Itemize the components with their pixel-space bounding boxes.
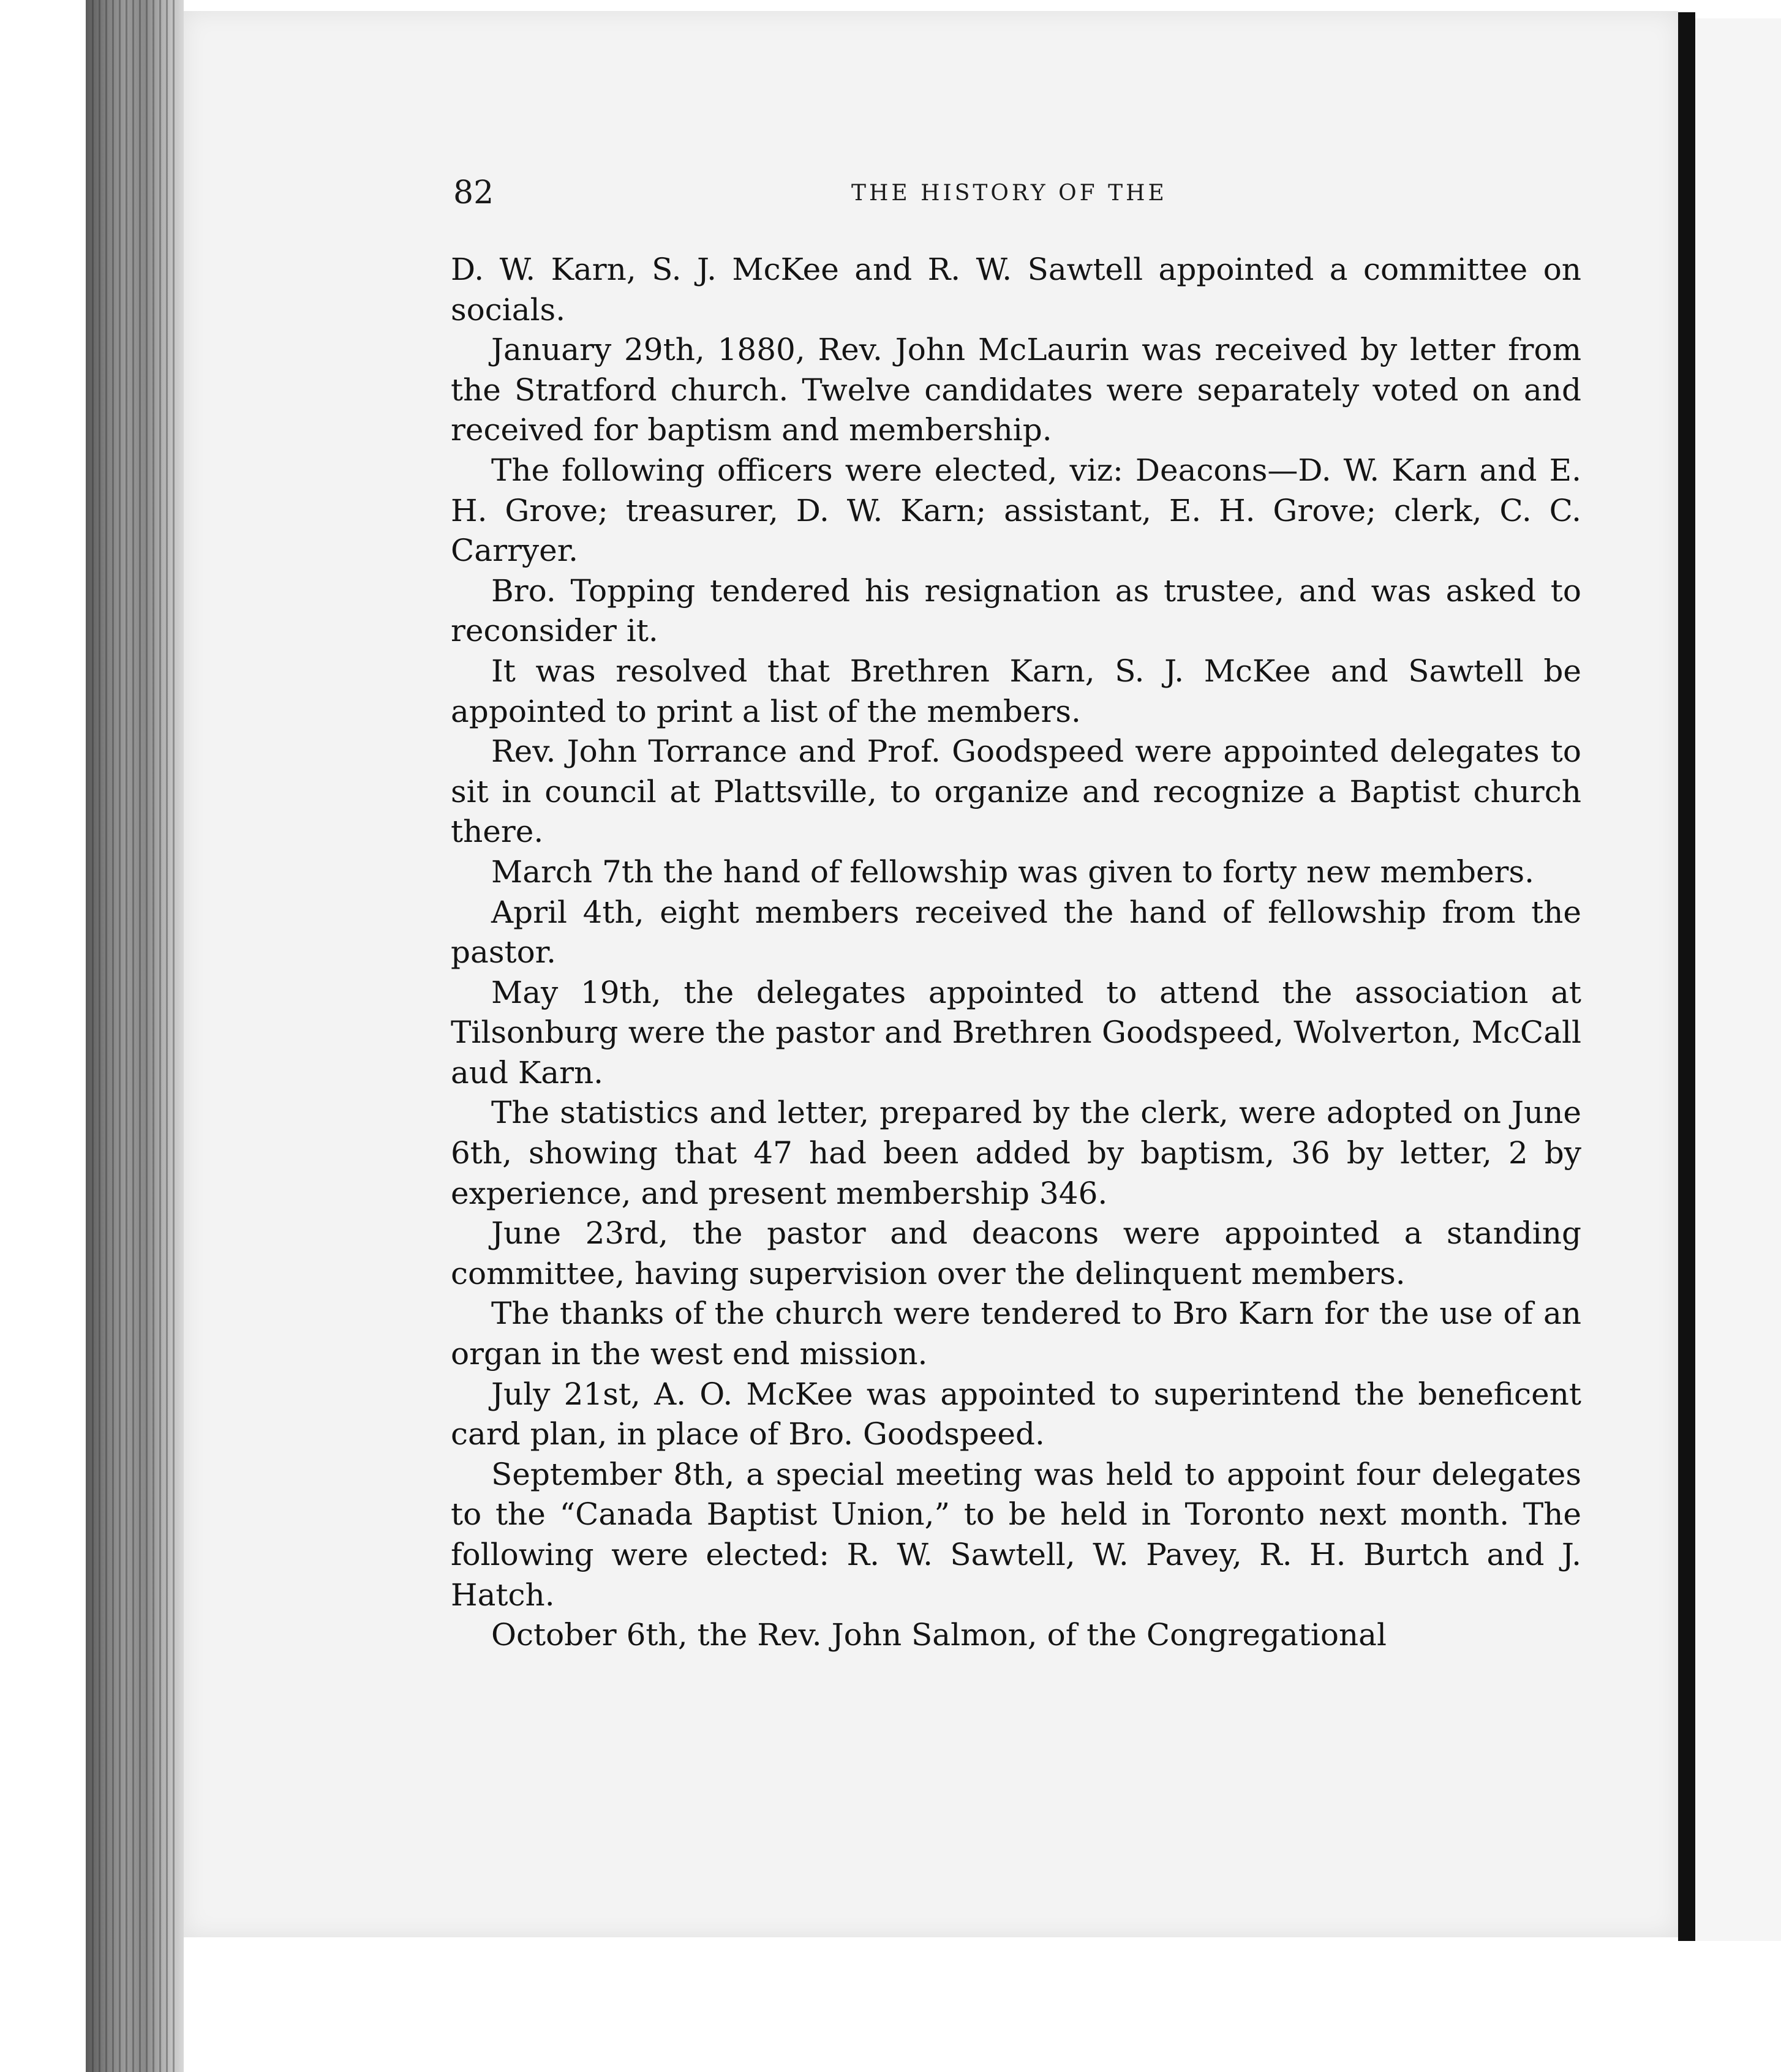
running-head: THE HISTORY OF THE bbox=[851, 181, 1167, 206]
paragraph: D. W. Karn, S. J. McKee and R. W. Sawtell appointed a committee on socials. bbox=[451, 252, 1581, 328]
paragraph: The thanks of the church were tendered to Bro Karn for the use of an organ in the west end mission. bbox=[451, 1296, 1581, 1372]
paragraph: October 6th, the Rev. John Salmon, of the Congregational bbox=[491, 1617, 1387, 1653]
paragraph: The statistics and letter, prepared by the clerk, were adopted on June 6th, showing that 47 had been added by baptism, 36 by letter, 2 by experience, and present membership 346. bbox=[451, 1095, 1581, 1211]
paragraph: Rev. John Torrance and Prof. Goodspeed were appointed delegates to sit in council at Plattsville, to organize and recognize a Baptist church there. bbox=[451, 734, 1581, 850]
paragraph: May 19th, the delegates appointed to attend the association at Tilsonburg were the pastor and Brethren Goodspeed, Wolverton, McCall aud Karn. bbox=[451, 974, 1581, 1090]
page-header bbox=[453, 171, 1574, 214]
page-number: 82 bbox=[453, 175, 494, 211]
page-stack-lines bbox=[92, 0, 178, 2072]
paragraph: March 7th the hand of fellowship was given to forty new members. bbox=[491, 854, 1535, 890]
paragraph: April 4th, eight members received the hand of fellowship from the pastor. bbox=[451, 894, 1581, 970]
paragraph: July 21st, A. O. McKee was appointed to superintend the beneficent card plan, in place of Bro. Goodspeed. bbox=[451, 1376, 1581, 1452]
paragraph: June 23rd, the pastor and deacons were appointed a standing committee, having supervision over the delinquent members. bbox=[451, 1215, 1581, 1291]
book-gutter-right bbox=[1678, 12, 1695, 1941]
paragraph: It was resolved that Brethren Karn, S. J. McKee and Sawtell be appointed to print a list of the members. bbox=[451, 653, 1581, 729]
paragraph: Bro. Topping tendered his resignation as trustee, and was asked to reconsider it. bbox=[451, 572, 1581, 649]
body-text bbox=[451, 250, 1581, 1656]
facing-page-edge bbox=[1695, 18, 1781, 1941]
paragraph: The following officers were elected, viz: Deacons—D. W. Karn and E. H. Grove; treasurer, D. W. Karn; assistant, E. H. Grove; clerk, C. C. Carryer. bbox=[451, 452, 1581, 569]
paragraph: September 8th, a special meeting was held to appoint four delegates to the “Canada Baptist Union,” to be held in Toronto next month. The following were elected: R. W. Sawtell, W. Pavey, R. H. Burtch and J. Hatch. bbox=[451, 1456, 1581, 1613]
paragraph: January 29th, 1880, Rev. John McLaurin was received by letter from the Stratford church. Twelve candidates were separately voted on and received for baptism and membership. bbox=[451, 332, 1581, 448]
